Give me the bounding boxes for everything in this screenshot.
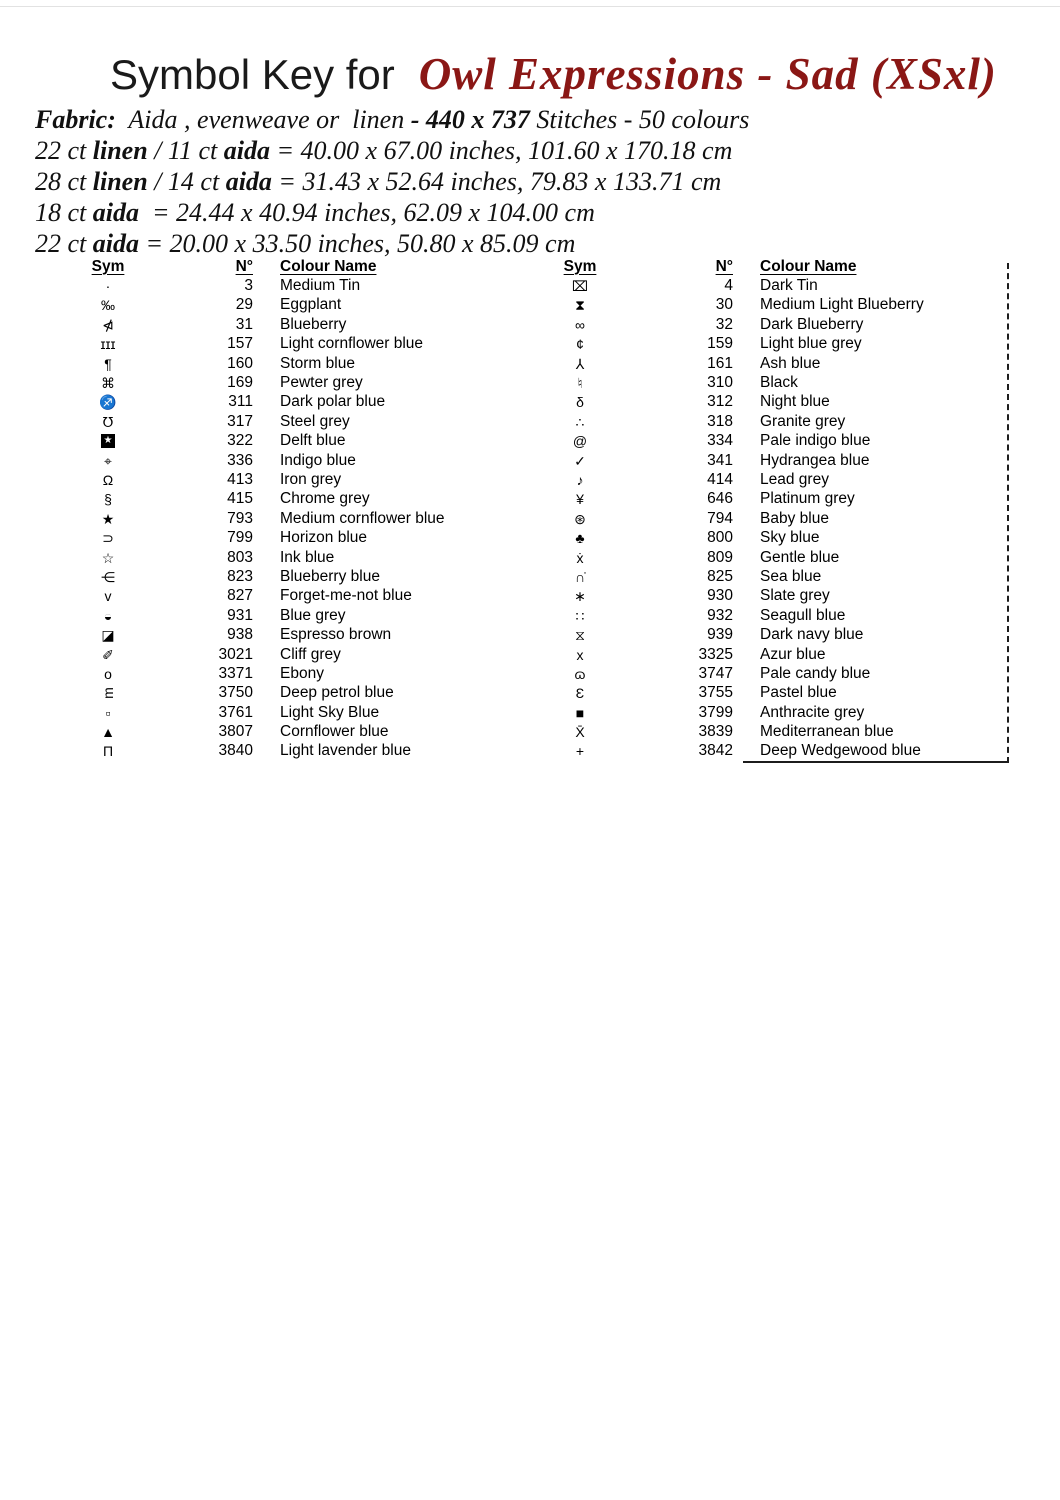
colour-name: Steel grey (280, 412, 350, 430)
stitch-symbol-glyph: m (100, 687, 116, 700)
table-row (85, 742, 547, 761)
colour-number: 799 (227, 529, 253, 547)
colour-number: 823 (227, 567, 253, 585)
colour-number: 157 (227, 335, 253, 353)
colour-number: 311 (228, 393, 253, 411)
table-row (557, 470, 1009, 489)
fabric-segment: Aida , evenweave or linen (115, 105, 411, 134)
stitch-symbol-glyph: ¢ (576, 336, 584, 353)
stitch-symbol-glyph: · (105, 278, 111, 295)
table-row (557, 296, 1009, 315)
stitch-symbol-glyph: ẋ (576, 549, 584, 566)
colour-name: Hydrangea blue (760, 451, 870, 469)
colour-name: Medium Light Blueberry (760, 296, 924, 314)
table-row (557, 432, 1009, 451)
colour-number: 3755 (698, 684, 733, 702)
column-header-number: N° (715, 257, 733, 275)
fabric-lines (35, 104, 749, 259)
fabric-segment: Fabric: (35, 105, 116, 134)
colour-name: Chrome grey (280, 490, 370, 508)
table-row (557, 412, 1009, 431)
colour-name: Pale candy blue (760, 664, 871, 682)
colour-number: 800 (707, 529, 733, 547)
stitch-symbol-glyph: ⊃ (102, 530, 114, 547)
stitch-symbol-glyph: @ (572, 433, 588, 450)
colour-name: Medium Tin (280, 277, 361, 295)
colour-name: Delft blue (280, 432, 346, 450)
colour-name: Dark polar blue (280, 393, 386, 411)
stitch-symbol-glyph: Ω (102, 471, 114, 488)
stitch-symbol-glyph: ♣ (575, 530, 585, 547)
fabric-segment: aida (223, 136, 270, 165)
colour-number: 334 (707, 432, 733, 450)
fabric-segment: aida (92, 198, 139, 227)
stitch-symbol-glyph: ¶ (104, 355, 112, 372)
table-row (85, 664, 547, 683)
stitch-symbol-glyph: ☆ (101, 549, 115, 566)
table-row (557, 528, 1009, 547)
colour-number: 938 (227, 626, 253, 644)
colour-number: 169 (227, 374, 253, 392)
column-header-sym: Sym (563, 257, 597, 275)
stitch-symbol-glyph: ✐ (102, 646, 114, 663)
stitch-symbol-glyph: ★ (101, 434, 115, 448)
table-row (85, 296, 547, 315)
table-row (557, 335, 1009, 354)
colour-name: Granite grey (760, 412, 846, 430)
table-row (85, 722, 547, 741)
fabric-segment: linen (92, 136, 148, 165)
table-row (85, 354, 547, 373)
stitch-symbol-glyph: ◒ (103, 607, 113, 624)
stitch-symbol-glyph: ∞ (575, 316, 585, 333)
stitch-symbol-glyph: x (576, 646, 584, 663)
table-row (557, 451, 1009, 470)
stitch-symbol-glyph: o (104, 665, 112, 682)
stitch-symbol-glyph: ᴠ (104, 588, 112, 605)
stitch-symbol-glyph: ɷ (574, 665, 586, 682)
table-row (85, 451, 547, 470)
table-row (557, 354, 1009, 373)
colour-name: Deep Wedgewood blue (760, 742, 921, 760)
scan-artifact-line (0, 6, 1060, 7)
stitch-symbol-glyph: ⅄ (575, 355, 585, 372)
colour-name: Eggplant (280, 296, 342, 314)
colour-name: Dark navy blue (760, 626, 864, 644)
colour-name: Blueberry (280, 315, 347, 333)
colour-number: 312 (707, 393, 733, 411)
table-bottom-border (743, 761, 1009, 763)
colour-name: Cornflower blue (280, 723, 389, 741)
fabric-segment: 22 ct (35, 136, 93, 165)
colour-number: 160 (227, 354, 253, 372)
fabric-segment: / 11 ct (147, 136, 224, 165)
stitch-symbol-glyph: § (104, 491, 112, 508)
stitch-symbol-glyph: ⌧ (571, 278, 589, 295)
column-header-sym: Sym (91, 257, 125, 275)
table-row (557, 703, 1009, 722)
colour-number: 32 (715, 315, 733, 333)
colour-name: Storm blue (280, 354, 355, 372)
table-row (557, 373, 1009, 392)
colour-name: Seagull blue (760, 606, 846, 624)
colour-number: 336 (227, 451, 253, 469)
colour-name: Ebony (280, 664, 324, 682)
stitch-symbol-glyph: ⧗ (575, 297, 585, 314)
colour-number: 310 (707, 374, 733, 392)
colour-number: 939 (707, 626, 733, 644)
key-table-left-rows (85, 276, 547, 761)
fabric-line (35, 135, 749, 166)
colour-number: 825 (707, 567, 733, 585)
colour-name: Black (760, 374, 798, 392)
colour-name: Ash blue (760, 354, 821, 372)
table-row (557, 684, 1009, 703)
fabric-line (35, 197, 749, 228)
colour-name: Pastel blue (760, 684, 837, 702)
colour-number: 413 (227, 470, 253, 488)
key-table-right-header (557, 257, 1009, 276)
colour-name: Slate grey (760, 587, 830, 605)
table-row (85, 470, 547, 489)
stitch-symbol-glyph: ■ (575, 704, 585, 721)
table-row (557, 548, 1009, 567)
colour-name: Blueberry blue (280, 567, 380, 585)
colour-number: 930 (707, 587, 733, 605)
table-row (557, 567, 1009, 586)
stitch-symbol-glyph: ⧖ (575, 627, 585, 644)
colour-name: Light Sky Blue (280, 703, 380, 721)
colour-number: 341 (707, 451, 733, 469)
stitch-symbol-glyph: ∩̇ (574, 568, 586, 585)
stitch-symbol-glyph: Ɛ (575, 685, 585, 702)
table-row (557, 722, 1009, 741)
colour-name: Cliff grey (280, 645, 341, 663)
stitch-symbol-glyph: ♪ (576, 471, 584, 488)
stitch-symbol-glyph: ★ (101, 510, 115, 527)
stitch-symbol-glyph: X̄ (575, 724, 585, 741)
colour-number: 3799 (698, 703, 733, 721)
fabric-segment: aida (92, 229, 139, 258)
stitch-symbol-glyph: Π (102, 743, 114, 760)
stitch-symbol-glyph: ⋲ (101, 568, 115, 585)
colour-name: Medium cornflower blue (280, 509, 445, 527)
colour-number: 3839 (698, 723, 733, 741)
table-row (85, 645, 547, 664)
table-row (85, 684, 547, 703)
colour-name: Dark Tin (760, 277, 818, 295)
colour-number: 31 (235, 315, 253, 333)
fabric-segment: = 40.00 x 67.00 inches, 101.60 x 170.18 cm (269, 136, 733, 165)
stitch-symbol-glyph: ɪɪɪ (100, 336, 116, 353)
stitch-symbol-glyph: ✓ (574, 452, 586, 469)
table-row (85, 335, 547, 354)
colour-name: Sky blue (760, 529, 820, 547)
colour-number: 3750 (218, 684, 253, 702)
fabric-segment: 28 ct (35, 167, 93, 196)
table-row (85, 276, 547, 295)
key-table-right-rows (557, 276, 1009, 761)
colour-name: Baby blue (760, 509, 829, 527)
fabric-segment: 18 ct (35, 198, 93, 227)
table-row (85, 548, 547, 567)
table-row (85, 373, 547, 392)
colour-number: 4 (724, 277, 733, 295)
stitch-symbol-glyph: + (575, 743, 585, 760)
table-row (85, 432, 547, 451)
stitch-symbol-glyph: ℧ (102, 413, 114, 430)
pattern-name: Owl Expressions - Sad (XSxl) (418, 49, 997, 99)
table-row (85, 412, 547, 431)
colour-name: Night blue (760, 393, 830, 411)
stitch-symbol-glyph: ▲ (101, 724, 115, 741)
table-row (85, 528, 547, 547)
colour-number: 318 (707, 412, 733, 430)
table-row (85, 490, 547, 509)
table-row (557, 393, 1009, 412)
colour-name: Gentle blue (760, 548, 840, 566)
colour-number: 793 (227, 509, 253, 527)
colour-number: 3807 (218, 723, 253, 741)
stitch-symbol-glyph: ⊛ (574, 510, 586, 527)
column-header-colour-name: Colour Name (280, 257, 377, 275)
table-row (557, 315, 1009, 334)
colour-number: 3747 (698, 664, 733, 682)
stitch-symbol-glyph: ⌘ (101, 375, 115, 392)
fabric-segment: - 440 x 737 (410, 105, 530, 134)
column-header-colour-name: Colour Name (760, 257, 857, 275)
colour-number: 931 (227, 606, 253, 624)
colour-number: 809 (707, 548, 733, 566)
table-row (557, 645, 1009, 664)
colour-number: 322 (227, 432, 253, 450)
colour-number: 794 (707, 509, 733, 527)
page-title (110, 48, 997, 100)
colour-name: Pale indigo blue (760, 432, 871, 450)
colour-number: 415 (227, 490, 253, 508)
colour-name: Pewter grey (280, 374, 363, 392)
colour-name: Light blue grey (760, 335, 862, 353)
stitch-symbol-glyph: ⋪ (102, 316, 114, 333)
table-row (85, 315, 547, 334)
colour-number: 414 (707, 470, 733, 488)
colour-name: Indigo blue (280, 451, 356, 469)
colour-name: Anthracite grey (760, 703, 865, 721)
table-row (557, 276, 1009, 295)
title-prefix: Symbol Key for (110, 51, 395, 98)
table-row (85, 393, 547, 412)
stitch-symbol-glyph: ∷ (575, 607, 585, 624)
colour-number: 932 (707, 606, 733, 624)
stitch-symbol-glyph: ♮ (577, 375, 583, 392)
table-row (557, 490, 1009, 509)
table-row (85, 703, 547, 722)
colour-number: 3840 (218, 742, 253, 760)
fabric-segment: = 24.44 x 40.94 inches, 62.09 x 104.00 cm (139, 198, 595, 227)
stitch-symbol-glyph: ♐ (99, 394, 117, 411)
stitch-symbol-glyph: ⌖ (104, 452, 112, 469)
fabric-segment: linen (92, 167, 148, 196)
colour-name: Dark Blueberry (760, 315, 864, 333)
fabric-segment: 22 ct (35, 229, 93, 258)
stitch-symbol-glyph: δ (576, 394, 584, 411)
colour-number: 3842 (698, 742, 733, 760)
stitch-symbol-glyph: ◪ (101, 627, 115, 644)
colour-name: Iron grey (280, 470, 342, 488)
colour-name: Forget-me-not blue (280, 587, 412, 605)
table-row (85, 567, 547, 586)
fabric-segment: = 20.00 x 33.50 inches, 50.80 x 85.09 cm (139, 229, 576, 258)
colour-number: 3371 (218, 664, 253, 682)
colour-name: Sea blue (760, 567, 822, 585)
table-row (85, 625, 547, 644)
column-header-number: N° (235, 257, 253, 275)
colour-name: Lead grey (760, 470, 829, 488)
colour-number: 803 (227, 548, 253, 566)
table-row (557, 625, 1009, 644)
table-row (85, 606, 547, 625)
colour-number: 3021 (218, 645, 253, 663)
table-row (557, 664, 1009, 683)
colour-name: Azur blue (760, 645, 826, 663)
fabric-segment: aida (225, 167, 272, 196)
key-table-left (85, 257, 547, 761)
fabric-line (35, 228, 749, 259)
colour-name: Horizon blue (280, 529, 368, 547)
fabric-line (35, 104, 749, 135)
colour-number: 29 (235, 296, 253, 314)
table-row (557, 742, 1009, 761)
stitch-symbol-glyph: ¥ (576, 491, 584, 508)
stitch-symbol-glyph: ∗ (574, 588, 586, 605)
colour-name: Light lavender blue (280, 742, 411, 760)
fabric-segment: / 14 ct (147, 167, 226, 196)
table-row (85, 587, 547, 606)
colour-number: 30 (715, 296, 733, 314)
colour-name: Deep petrol blue (280, 684, 394, 702)
colour-number: 646 (707, 490, 733, 508)
colour-number: 317 (227, 412, 253, 430)
colour-number: 827 (227, 587, 253, 605)
colour-name: Platinum grey (760, 490, 855, 508)
fabric-segment: Stitches - 50 colours (529, 105, 750, 134)
colour-number: 3 (244, 277, 253, 295)
colour-name: Ink blue (280, 548, 335, 566)
fabric-segment: = 31.43 x 52.64 inches, 79.83 x 133.71 cm (271, 167, 722, 196)
colour-number: 159 (707, 335, 733, 353)
colour-number: 3761 (218, 703, 253, 721)
stitch-symbol-glyph: ‰ (101, 297, 115, 314)
table-row (557, 587, 1009, 606)
table-row (557, 509, 1009, 528)
table-row (85, 509, 547, 528)
table-row (557, 606, 1009, 625)
stitch-symbol-glyph: ∴ (575, 413, 585, 430)
colour-name: Mediterranean blue (760, 723, 894, 741)
fabric-line (35, 166, 749, 197)
key-table-left-header (85, 257, 547, 276)
stitch-symbol-glyph: ▫ (105, 704, 111, 721)
key-table-right (557, 257, 1009, 761)
table-right-dashed-border (1007, 263, 1009, 763)
colour-number: 161 (707, 354, 733, 372)
colour-name: Espresso brown (280, 626, 392, 644)
colour-number: 3325 (698, 645, 733, 663)
colour-name: Light cornflower blue (280, 335, 424, 353)
colour-name: Blue grey (280, 606, 346, 624)
